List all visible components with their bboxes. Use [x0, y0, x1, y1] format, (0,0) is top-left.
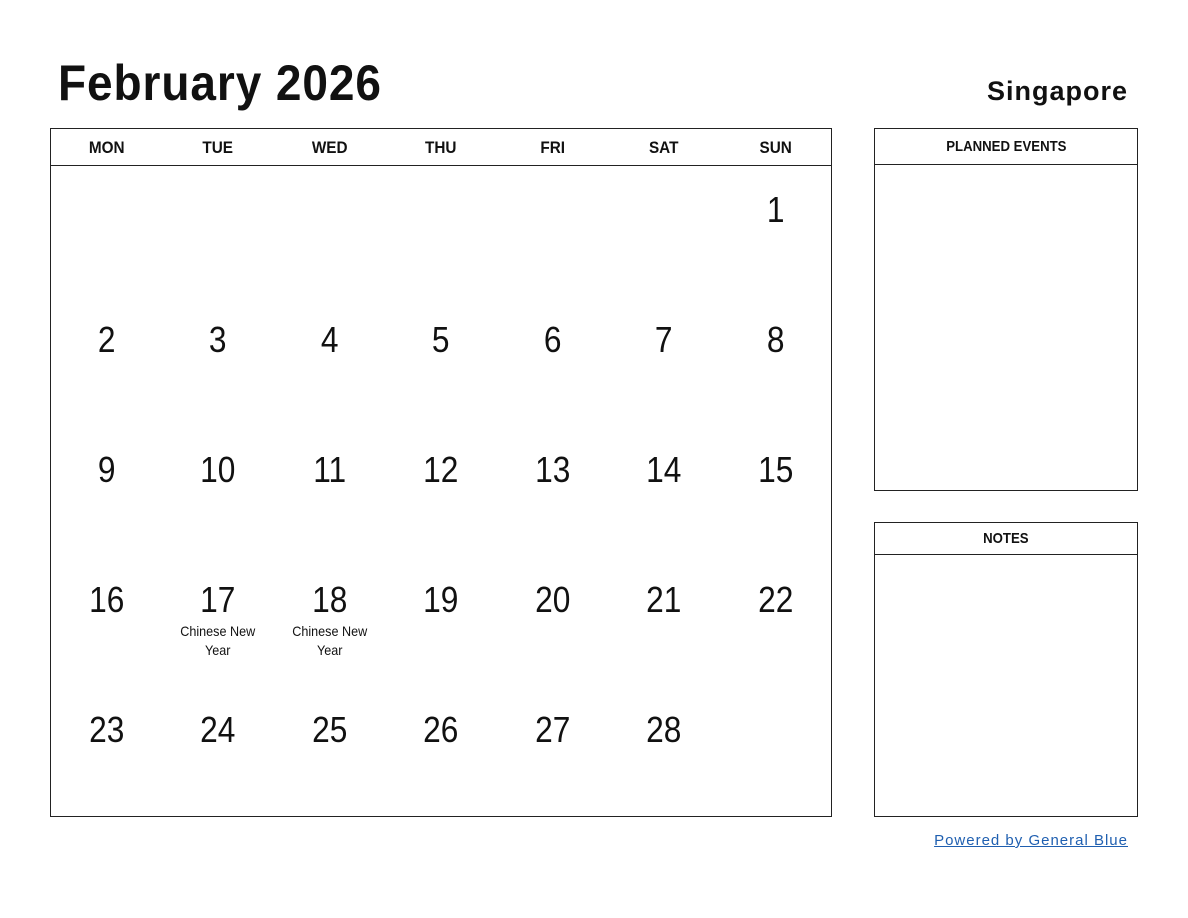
day-number: 24 [200, 709, 236, 750]
weekday-thu: THU [425, 138, 457, 157]
day-number: 11 [313, 449, 346, 490]
day-number: 3 [209, 319, 227, 360]
day-number: 26 [423, 709, 459, 750]
weekday-header-row [51, 129, 831, 166]
day-cell [51, 426, 162, 556]
day-number: 5 [432, 319, 450, 360]
day-cell [162, 426, 273, 556]
notes-label: NOTES [983, 530, 1029, 547]
weekday-tue: TUE [202, 138, 234, 157]
day-cell [274, 556, 385, 686]
day-number: 20 [534, 579, 571, 620]
week-row [51, 166, 831, 296]
day-number: 22 [757, 579, 793, 620]
day-number: 18 [311, 579, 348, 620]
day-number: 14 [646, 449, 682, 490]
day-number: 9 [97, 449, 116, 490]
day-number: 21 [646, 579, 682, 620]
weeks-container [51, 166, 831, 816]
day-cell [274, 426, 385, 556]
day-cell [385, 556, 496, 686]
day-cell [274, 166, 385, 296]
day-cell [162, 556, 273, 686]
day-cell [385, 426, 496, 556]
day-number: 25 [311, 709, 348, 750]
day-cell [608, 426, 719, 556]
day-cell [608, 556, 719, 686]
day-number: 13 [534, 449, 571, 490]
day-number: 15 [757, 449, 793, 490]
weekday-fri: FRI [540, 138, 565, 157]
day-cell [274, 296, 385, 426]
day-number: 7 [654, 319, 673, 360]
day-cell [720, 426, 831, 556]
day-cell [497, 556, 608, 686]
day-cell [720, 296, 831, 426]
day-cell [162, 686, 273, 816]
day-number: 6 [543, 319, 562, 360]
day-cell [720, 556, 831, 686]
day-cell [51, 556, 162, 686]
day-cell [385, 296, 496, 426]
day-cell [720, 686, 831, 816]
day-cell [51, 686, 162, 816]
day-cell [497, 426, 608, 556]
weekday-wed: WED [311, 138, 348, 157]
page-title: February 2026 [58, 55, 382, 111]
day-cell [608, 166, 719, 296]
weekday-mon: MON [88, 138, 125, 157]
day-cell [385, 166, 496, 296]
day-number: 2 [97, 319, 116, 360]
day-cell [720, 166, 831, 296]
week-row [51, 296, 831, 426]
day-cell [162, 296, 273, 426]
day-number: 27 [534, 709, 571, 750]
day-number: 10 [200, 449, 236, 490]
week-row [51, 556, 831, 686]
day-number: 17 [200, 579, 236, 620]
day-cell [51, 166, 162, 296]
day-number: 12 [423, 449, 459, 490]
powered-by-link[interactable]: Powered by General Blue [934, 832, 1128, 849]
day-cell [608, 686, 719, 816]
day-cell [497, 166, 608, 296]
day-number: 1 [766, 189, 785, 230]
day-cell [274, 686, 385, 816]
day-cell [497, 296, 608, 426]
week-row [51, 426, 831, 556]
holiday-label: Chinese New Year [180, 623, 256, 658]
planned-events-panel [874, 128, 1138, 491]
day-number: 16 [89, 579, 125, 620]
calendar-grid [50, 128, 832, 817]
day-cell [497, 686, 608, 816]
day-cell [162, 166, 273, 296]
day-number: 4 [320, 319, 339, 360]
day-number: 8 [766, 319, 785, 360]
holiday-label: Chinese New Year [292, 623, 368, 658]
country-label: Singapore [986, 76, 1128, 106]
notes-panel [874, 522, 1138, 817]
planned-events-heading [875, 129, 1137, 165]
day-cell [608, 296, 719, 426]
day-number: 19 [423, 579, 459, 620]
weekday-sat: SAT [649, 138, 679, 157]
day-cell [385, 686, 496, 816]
notes-heading [875, 523, 1137, 555]
day-number: 23 [89, 709, 125, 750]
weekday-sun: SUN [759, 138, 792, 157]
day-cell [51, 296, 162, 426]
planned-events-label: PLANNED EVENTS [945, 138, 1067, 155]
week-row [51, 686, 831, 816]
day-number: 28 [646, 709, 682, 750]
